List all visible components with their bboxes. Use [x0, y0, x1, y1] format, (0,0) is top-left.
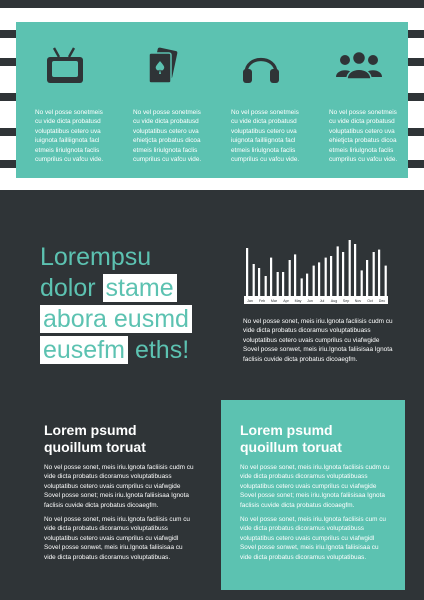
feature-item — [310, 22, 408, 178]
chart-tick-label: Aug — [330, 299, 338, 303]
chart-bar — [282, 272, 284, 296]
chart-bar — [313, 266, 315, 296]
chart-tick-label: Nov — [354, 299, 362, 303]
column-title-line: quoillum toruat — [240, 439, 342, 455]
chart-tick-label: Jan — [247, 299, 253, 303]
bar-chart — [244, 234, 388, 306]
headline-line: eths! — [134, 336, 190, 364]
feature-item — [212, 22, 310, 178]
chart-bar — [330, 256, 332, 296]
feature-text: No vel posse sonetmeis cu vide dicta probatusd voluptatibus cetero uva ehietjcta probatus dicoa etmeis liriulgnota faclis cumprilus cu vafcu vide. — [133, 109, 202, 164]
chart-tick-label: May — [294, 299, 302, 303]
stripe — [0, 0, 424, 8]
feature-item — [114, 22, 212, 178]
chart-bar — [265, 276, 267, 296]
column-paragraph: No vel posse sonet, meis iriu.Ignota facliisis cum cu vide dicta probatus dicoramus voluptatibuss voluptatibus cetero uvais cumprilus cu viafwgidl Sovel posse sonwet, meis iriu.Ignota faliisisaa cu vide dicta probatus dicoramus voluptatibuas. — [240, 516, 386, 561]
feature-text: No vel posse sonetmeis cu vide dicta probatusd voluptatibus cetero uva ehietjcta probatus dicoa etmeis liriulgnota faclis cumprilus cu vafcu vide. — [329, 109, 398, 164]
column-paragraph: No vel posse sonet, meis iriu.Ignota facliisis cudm cu vide dicta probatus dicoramus voluptatibuass voluptatibus cetero uvais cumprilus cu viafwgide Sovel posse sonet; meis iriu.Ignota faliisisaa Ignota faclisis cuvide dicta probatus dicoaegfm. — [44, 464, 194, 509]
headline — [40, 242, 192, 366]
column-paragraph: No vel posse sonet, meis iriu.Ignota facliisis cudm cu vide dicta probatus dicoramus voluptatibuass voluptatibus cetero uvais cumprilus cu viafwgide Sovel posse sonet; meis iriu.Ignota faliisisaa Ignota faclisis cuvide dicta probatus dicoaegfm. — [240, 464, 390, 509]
features-panel — [16, 22, 408, 178]
headline-section — [0, 190, 424, 390]
headline-highlight: abora eusmd — [40, 305, 192, 333]
chart-bar — [366, 260, 368, 296]
chart-bar — [349, 240, 351, 296]
feature-text: No vel posse sonetmeis cu vide dicta probatusd voluptatibus cetero uva iuignota failliignota facl etmeis liriulgnota faclis cumprilus cu vafcu vide. — [231, 109, 300, 164]
chart-bar — [361, 270, 363, 296]
chart-bar — [378, 250, 380, 296]
user-group-icon — [310, 42, 408, 92]
chart-bar — [289, 260, 291, 296]
chart-bar — [354, 244, 356, 296]
feature-item — [16, 22, 114, 178]
column-title — [240, 422, 342, 456]
chart-bar — [373, 252, 375, 296]
chart-bar — [337, 246, 339, 296]
chart-tick-label: Apr — [283, 299, 289, 303]
chart-bar — [301, 278, 303, 296]
chart-bar — [294, 254, 296, 296]
chart-bar — [270, 258, 272, 296]
chart-bar — [385, 266, 387, 296]
content-section — [0, 390, 424, 600]
chart-tick-label: Mar — [270, 299, 278, 303]
chart-bar — [318, 262, 320, 296]
features-band — [0, 0, 424, 190]
chart-bar — [342, 252, 344, 296]
headline-line: dolor — [40, 274, 96, 302]
column-title — [44, 422, 146, 456]
column-paragraph: No vel posse sonet, meis iriu.Ignota facliisis cum cu vide dicta probatus dicoramus voluptatibuss voluptatibus cetero uvais cumprilus cu viafwgidl Sovel posse sonwet, meis iriu.Ignota faliisisaa cu vide dicta probatus dicoramus voluptatibuas. — [44, 516, 190, 561]
headline-highlight: stame — [103, 274, 177, 302]
chart-bar — [277, 272, 279, 296]
headphones-icon — [212, 42, 310, 92]
chart-tick-label: Sep — [342, 299, 350, 303]
headline-highlight: eusefm — [40, 336, 128, 364]
chart-tick-label: Feb — [258, 299, 266, 303]
column-title-line: Lorem psumd — [240, 422, 333, 438]
chart-bar — [258, 268, 260, 296]
chart-bar — [306, 274, 308, 296]
playing-cards-icon — [114, 42, 212, 92]
chart-tick-label: Jul — [319, 299, 325, 303]
column-title-line: quoillum toruat — [44, 439, 146, 455]
column-title-line: Lorem psumd — [44, 422, 137, 438]
chart-caption: No vel posse sonet, meis iriu.Ignota facliisis cudm cu vide dicta probatus dicoramus voluptatibuass voluptatibus cetero uvais cumprilus cu viafwgide Sovel posse sonwet, meis iriu.Ignota faliisisaa Ignota faclisis cuvide dicta probatus dicoaegfm. — [243, 318, 393, 363]
chart-bar — [253, 264, 255, 296]
chart-tick-label: Oct — [367, 299, 373, 303]
headline-line: Lorempsu — [40, 243, 152, 271]
chart-bar — [246, 248, 248, 296]
feature-text: No vel posse sonetmeis cu vide dicta probatusd voluptatibus cetero uva iuignota failliignota facl etmeis liriulgnota faclis cumprilus cu vafcu vide. — [35, 109, 104, 164]
tv-icon — [16, 42, 114, 92]
chart-bar — [325, 258, 327, 296]
chart-tick-label: Dec — [378, 299, 386, 303]
chart-tick-label: Jun — [307, 299, 313, 303]
